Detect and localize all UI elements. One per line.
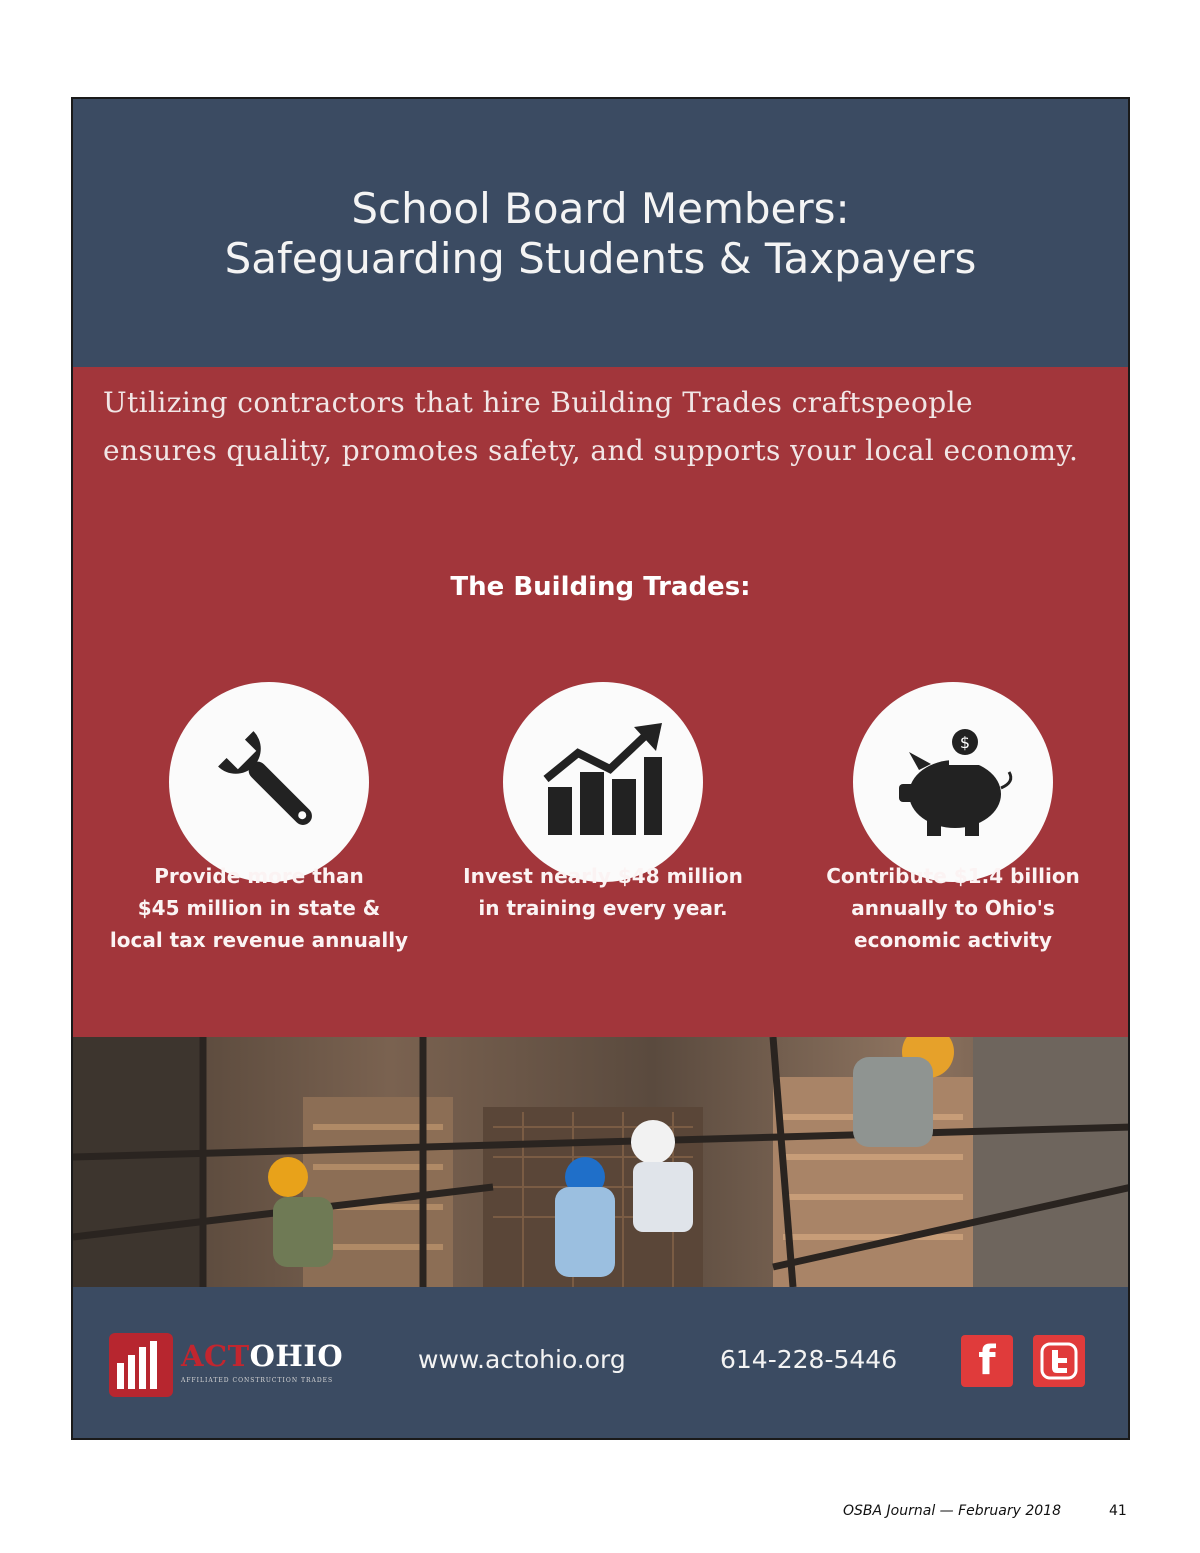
piggy-bank-circle: [853, 682, 1053, 882]
headline-line-1: School Board Members:: [351, 184, 850, 233]
stat-tax-revenue: Provide more than $45 million in state & local tax revenue annually: [109, 864, 409, 952]
facebook-button[interactable]: [961, 1335, 1013, 1387]
headline-band: [73, 99, 1128, 367]
headline: [73, 184, 1128, 284]
benefits-band: [73, 367, 1128, 1037]
facebook-icon: f: [978, 1338, 996, 1384]
footer-band: [73, 1287, 1128, 1440]
bar-chart-growth-icon: [538, 717, 668, 847]
piggy-bank-icon: [883, 712, 1023, 852]
journal-footer: OSBA Journal — February 2018: [843, 1503, 1061, 1519]
stat-training-investment: Invest nearly $48 million in training every year.: [463, 864, 743, 920]
wrench-icon: [204, 717, 334, 847]
stat-economic-activity: Contribute $1.4 billion annually to Ohio's economic activity: [826, 864, 1080, 952]
construction-workers-photo: [73, 1037, 1128, 1287]
logo-ohio: OHIO: [249, 1339, 344, 1373]
logo-tagline: AFFILIATED CONSTRUCTION TRADES: [181, 1377, 334, 1384]
website-link[interactable]: www.actohio.org: [418, 1345, 626, 1374]
trades-title: The Building Trades:: [450, 572, 751, 602]
actohio-logo-mark: [109, 1333, 173, 1397]
page-number: 41: [1109, 1503, 1127, 1519]
advertisement: [71, 97, 1130, 1440]
building-bars-icon: [109, 1333, 173, 1397]
headline-line-2: Safeguarding Students & Taxpayers: [224, 234, 977, 283]
svg-text:$: $: [959, 733, 971, 752]
twitter-icon: [1040, 1342, 1078, 1380]
wrench-circle: [169, 682, 369, 882]
logo-act: ACT: [181, 1339, 250, 1373]
twitter-button[interactable]: [1033, 1335, 1085, 1387]
growth-chart-circle: [503, 682, 703, 882]
intro-text: Utilizing contractors that hire Building Trades craftspeople ensures quality, promotes safety, and supports your local economy.: [103, 386, 1079, 467]
photo-illustration: [73, 1037, 1128, 1287]
actohio-logo-text[interactable]: [181, 1339, 343, 1373]
phone-number: 614-228-5446: [720, 1345, 898, 1374]
